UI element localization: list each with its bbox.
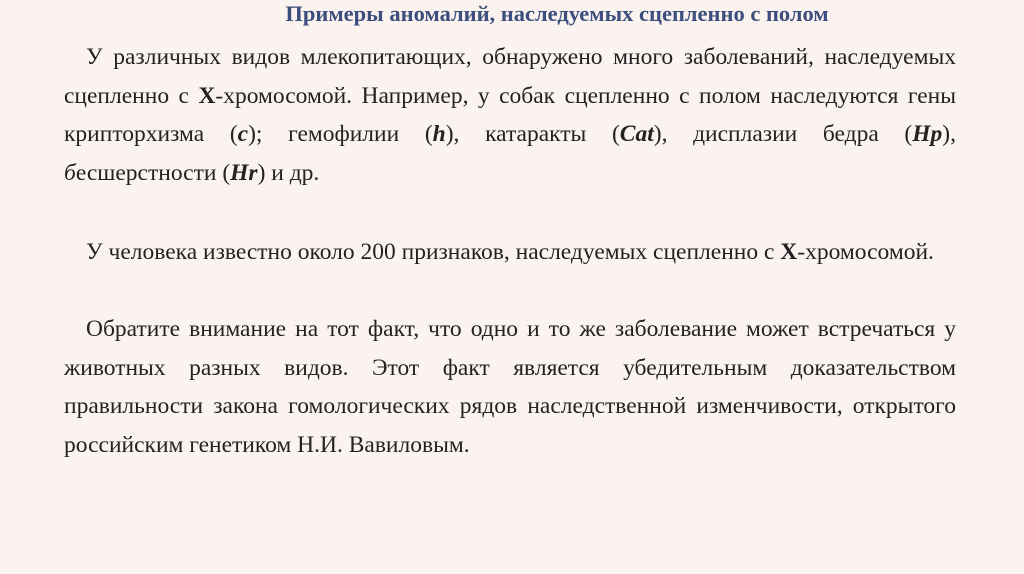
p1-text-5: ), дисплазии бедра ( bbox=[653, 121, 913, 147]
paragraph-humans bbox=[64, 233, 956, 272]
gene-c: с bbox=[237, 121, 249, 147]
p1-text-8: ) и др. bbox=[257, 159, 320, 186]
p2-text-1: У человека известно около 200 признаков, наследуемых сцепленно с bbox=[86, 239, 781, 265]
p1-text-4: ), катаракты ( bbox=[445, 121, 620, 147]
gene-h: h bbox=[432, 121, 446, 147]
x-chromosome-letter: Х bbox=[198, 82, 216, 109]
p1-text-2: -хромосомой. Например, у собак сцепленно с полом наследуются гены крипторхизма ( bbox=[64, 82, 956, 147]
p1-text-1: У различных видов млекопитающих, обнаружено много заболеваний, наследуемых сцепленно с bbox=[64, 44, 956, 109]
slide-title: Примеры аномалий, наследуемых сцепленно с полом bbox=[285, 1, 829, 26]
p2-text-2: -хромосомой. bbox=[797, 239, 934, 265]
p1-text-7: есшерстности ( bbox=[75, 159, 231, 186]
p1-text-3: ); гемофилии ( bbox=[248, 121, 433, 147]
gene-hr: Hr bbox=[230, 159, 258, 186]
gene-hp: Hp bbox=[912, 121, 943, 147]
p1-text-6: ), bbox=[942, 121, 956, 147]
paragraph-animals bbox=[64, 38, 956, 192]
italic-letter-b: б bbox=[64, 159, 76, 186]
gene-cat: Cat bbox=[619, 121, 654, 147]
x-chromosome-letter: Х bbox=[780, 239, 798, 265]
paragraph-vavilov: Обратите внимание на тот факт, что одно и то же заболевание может встречаться у животных разных видов. Этот факт является убедительным доказательством правильности закона гомологических рядов наследственной изменчивости, открытого российским генетиком Н.И. Вавиловым. bbox=[64, 316, 956, 458]
